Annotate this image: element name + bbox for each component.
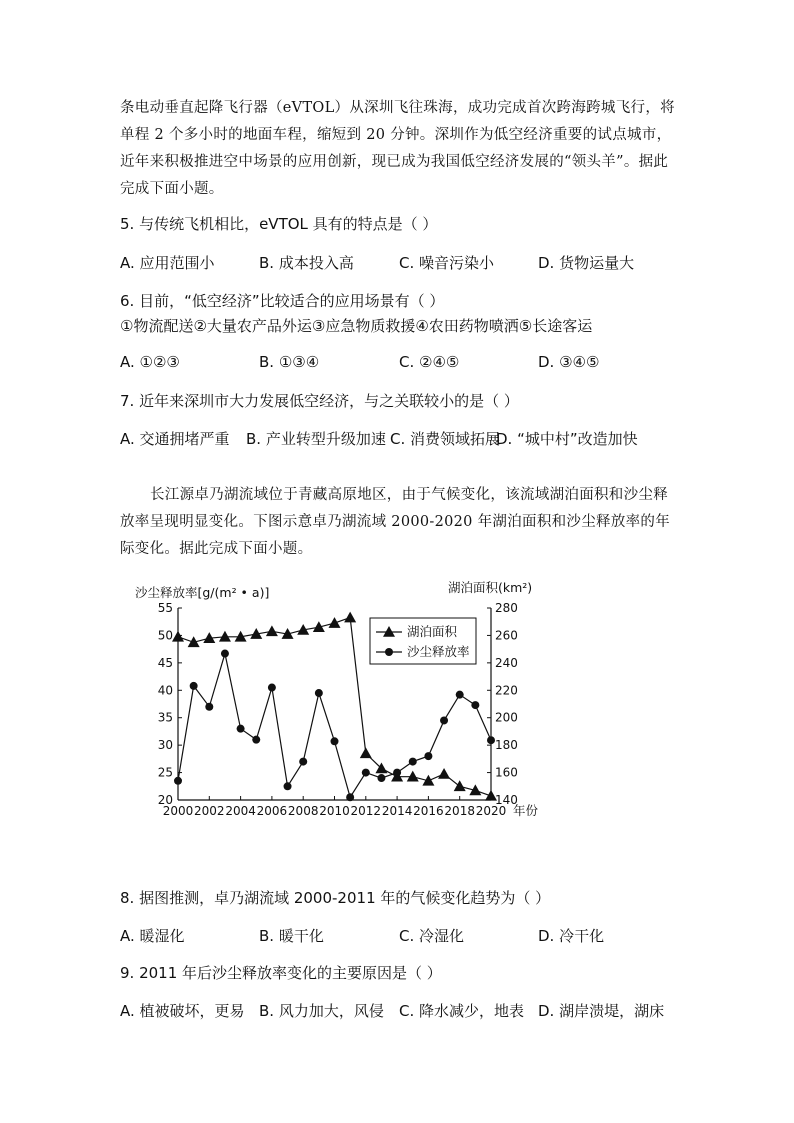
dust-rate-point (284, 782, 292, 790)
q8-option-d[interactable]: D. 冷干化 (538, 927, 605, 945)
left-tick-label: 50 (157, 628, 173, 643)
q5-option-c[interactable]: C. 噪音污染小 (399, 254, 495, 272)
left-tick-label: 40 (157, 683, 173, 698)
chart-legend (370, 618, 476, 664)
right-tick-label: 220 (495, 683, 518, 698)
left-tick-label: 45 (157, 655, 173, 670)
q9-option-c[interactable]: C. 降水减少，地表 (399, 1002, 525, 1020)
left-axis-label: 沙尘释放率[g/(m² • a)] (135, 585, 270, 600)
lake-area-point (329, 617, 341, 628)
right-tick-label: 140 (495, 793, 518, 807)
question-7-stem: 7. 近年来深圳市大力发展低空经济，与之关联较小的是（ ） (120, 392, 519, 410)
x-tick-label: 2002 (194, 804, 225, 818)
lake-area-point (344, 612, 356, 623)
dust-rate-point (315, 689, 323, 697)
q8-option-c[interactable]: C. 冷湿化 (399, 927, 465, 945)
dust-rate-point (471, 701, 479, 709)
right-tick-label: 200 (495, 710, 518, 725)
q6-option-c[interactable]: C. ②④⑤ (399, 353, 460, 371)
dust-rate-point (377, 774, 385, 782)
lake-dust-chart (0, 580, 794, 840)
dust-rate-point (299, 758, 307, 766)
question-8-stem: 8. 据图推测，卓乃湖流域 2000-2011 年的气候变化趋势为（ ） (120, 889, 551, 907)
right-tick-label: 240 (495, 655, 518, 670)
left-tick-label: 20 (157, 793, 173, 807)
right-tick-label: 280 (495, 601, 518, 615)
left-tick-label: 25 (157, 765, 173, 780)
question-6-stem: 6. 目前，“低空经济”比较适合的应用场景有（ ） (120, 292, 445, 310)
x-tick-label: 2010 (319, 804, 350, 818)
dust-rate-point (174, 777, 182, 785)
question-6-items: ①物流配送②大量农产品外运③应急物质救援④农田药物喷洒⑤长途客运 (120, 317, 593, 335)
right-tick-label: 180 (495, 738, 518, 753)
q7-option-a[interactable]: A. 交通拥堵严重 (120, 430, 230, 448)
lake-area-point (407, 771, 419, 782)
right-tick-label: 260 (495, 628, 518, 643)
chart-axes (158, 601, 539, 818)
lake-area-point (360, 747, 372, 758)
passage-1: 条电动垂直起降飞行器（eVTOL）从深圳飞往珠海，成功完成首次跨海跨城飞行，将单程 2 个多小时的地面车程，缩短到 20 分钟。深圳作为低空经济重要的试点城市，近年来积极推进空中场景的应用创新，现已成为我国低空经济发展的“领头羊”。据此完成下面小题。 (120, 100, 675, 197)
x-tick-label: 2008 (287, 804, 319, 818)
q8-option-a[interactable]: A. 暖湿化 (120, 927, 185, 945)
q8-option-b[interactable]: B. 暖干化 (259, 927, 324, 945)
q6-option-b[interactable]: B. ①③④ (259, 353, 320, 371)
q9-option-a[interactable]: A. 植被破坏，更易 (120, 1002, 245, 1020)
dust-rate-point (237, 725, 245, 733)
q5-option-b[interactable]: B. 成本投入高 (259, 254, 354, 272)
dust-rate-point (409, 758, 417, 766)
question-5-stem: 5. 与传统飞机相比，eVTOL 具有的特点是（ ） (120, 215, 438, 233)
legend-label: 湖泊面积 (407, 624, 458, 639)
dust-rate-point (268, 684, 276, 692)
x-tick-label: 2004 (225, 804, 256, 818)
q5-option-a[interactable]: A. 应用范围小 (120, 254, 215, 272)
dust-rate-point (221, 650, 229, 658)
x-tick-label: 2000 (162, 804, 194, 818)
left-tick-label: 35 (157, 710, 173, 725)
right-axis-label: 湖泊面积(km²) (448, 580, 533, 595)
q9-option-b[interactable]: B. 风力加大，风侵 (259, 1002, 384, 1020)
left-tick-label: 55 (157, 601, 173, 615)
lake-area-point (266, 625, 278, 636)
x-tick-label: 2016 (413, 804, 444, 818)
left-tick-label: 30 (157, 738, 173, 753)
dust-rate-point (331, 737, 339, 745)
dust-rate-point (190, 682, 198, 690)
dust-rate-point (440, 716, 448, 724)
x-tick-label: 2014 (381, 804, 413, 818)
legend-label: 沙尘释放率 (407, 644, 470, 659)
q9-option-d[interactable]: D. 湖岸溃堤，湖床 (538, 1002, 665, 1020)
q7-option-b[interactable]: B. 产业转型升级加速 (246, 430, 386, 448)
lake-area-point (219, 631, 231, 642)
q7-option-c[interactable]: C. 消费领域拓展 (390, 430, 501, 448)
legend-circle-marker (385, 648, 393, 656)
dust-rate-point (487, 736, 495, 744)
passage-2: 长江源卓乃湖流域位于青藏高原地区，由于气候变化，该流域湖泊面积和沙尘释放率呈现明显变化。下图示意卓乃湖流域 2000-2020 年湖泊面积和沙尘释放率的年际变化。据此完成下面小题。 (120, 487, 671, 557)
x-tick-label: 2020 (475, 804, 507, 818)
x-axis-label: 年份 (513, 803, 539, 818)
x-tick-label: 2018 (444, 804, 475, 818)
q6-option-a[interactable]: A. ①②③ (120, 353, 180, 371)
dust-rate-point (346, 793, 354, 801)
dust-rate-point (205, 703, 213, 711)
lake-area-point (172, 631, 184, 642)
dust-rate-point (393, 769, 401, 777)
lake-area-point (454, 780, 466, 791)
dust-rate-point (424, 752, 432, 760)
dust-rate-point (362, 769, 370, 777)
x-tick-label: 2012 (350, 804, 382, 818)
dust-rate-point (456, 691, 464, 699)
dust-rate-point (252, 736, 260, 744)
q6-option-d[interactable]: D. ③④⑤ (538, 353, 600, 371)
lake-area-point (438, 768, 450, 779)
right-tick-label: 160 (495, 765, 518, 780)
q7-option-d[interactable]: D. “城中村”改造加快 (496, 430, 638, 448)
question-9-stem: 9. 2011 年后沙尘释放率变化的主要原因是（ ） (120, 964, 442, 982)
x-tick-label: 2006 (256, 804, 288, 818)
q5-option-d[interactable]: D. 货物运量大 (538, 254, 635, 272)
